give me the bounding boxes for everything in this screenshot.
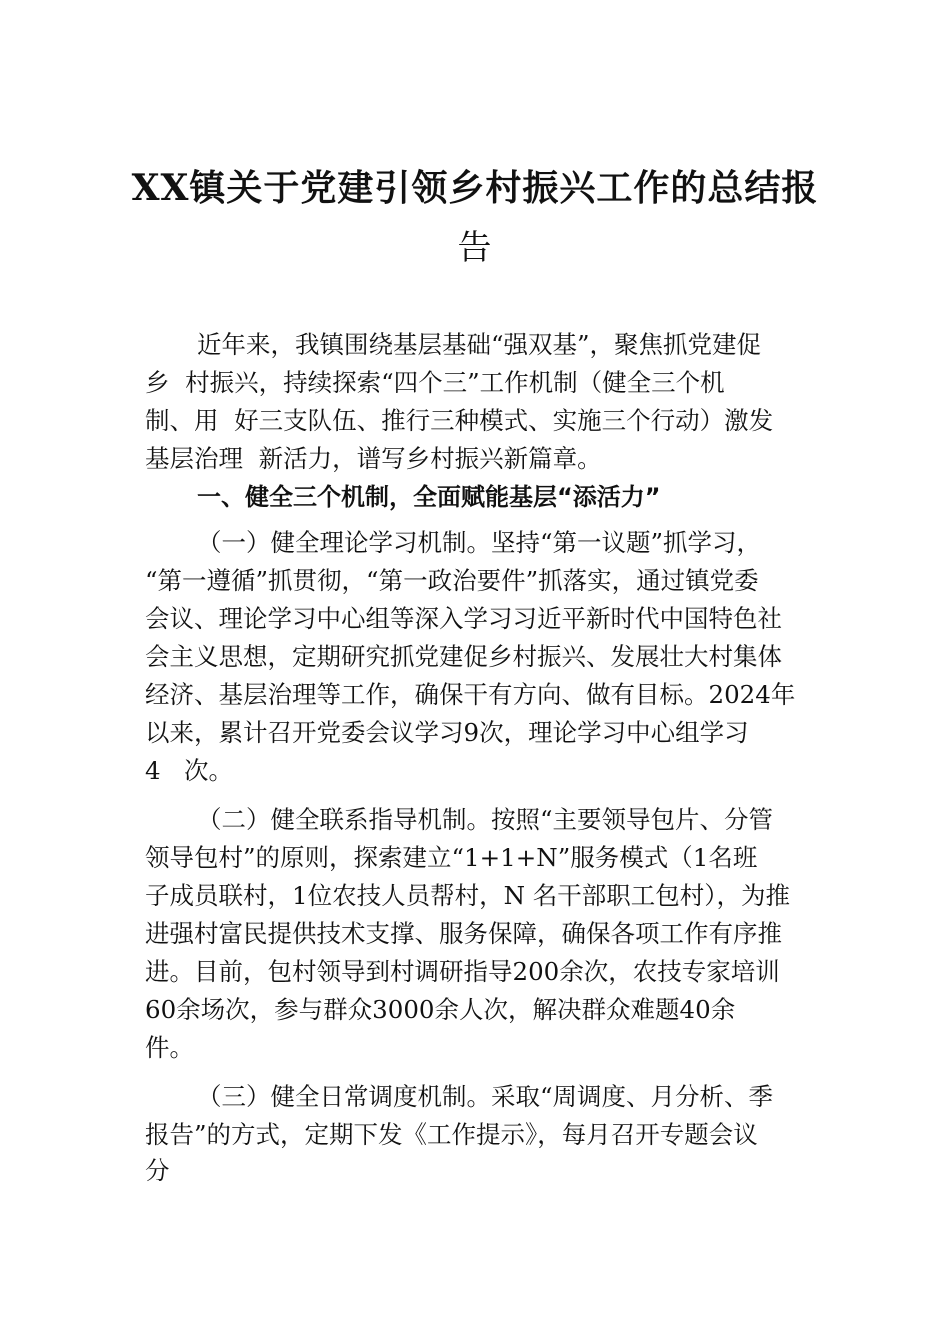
paragraph-3-line: 报告”的方式，定期下发《工作提示》，每月召开专题会议 xyxy=(145,1120,758,1149)
section-heading-1: 一、健全三个机制，全面赋能基层“添活力” xyxy=(197,483,661,511)
paragraph-1-line: “第一遵循”抓贯彻，“第一政治要件”抓落实，通过镇党委 xyxy=(145,566,759,595)
paragraph-1-line: 会主义思想，定期研究抓党建促乡村振兴、发展壮大村集体 xyxy=(145,642,782,671)
paragraph-1-line: 4 次。 xyxy=(145,756,233,785)
paragraph-3-line: （三）健全日常调度机制。采取“周调度、月分析、季 xyxy=(197,1082,774,1111)
paragraph-2-line: 进强村富民提供技术支撑、服务保障，确保各项工作有序推 xyxy=(145,919,782,948)
paragraph-2-line: 领导包村”的原则，探索建立“1+1+N”服务模式（1名班 xyxy=(145,843,758,872)
intro-line: 基层治理 新活力，谱写乡村振兴新篇章。 xyxy=(145,444,602,473)
intro-line: 近年来，我镇围绕基层基础“强双基”，聚焦抓党建促 xyxy=(197,330,762,359)
paragraph-1-line: 经济、基层治理等工作，确保干有方向、做有目标。2024年 xyxy=(145,680,796,709)
document-title-line-2: 告 xyxy=(457,228,493,268)
intro-line: 乡 村振兴，持续探索“四个三”工作机制（健全三个机 xyxy=(145,368,725,397)
document-title-line-1: XX镇关于党建引领乡村振兴工作的总结报 xyxy=(131,167,819,209)
paragraph-2-line: 进。目前，包村领导到村调研指导200余次，农技专家培训 xyxy=(145,957,780,986)
paragraph-1-line: （一）健全理论学习机制。坚持“第一议题”抓学习， xyxy=(197,528,762,557)
paragraph-2-line: （二）健全联系指导机制。按照“主要领导包片、分管 xyxy=(197,805,774,834)
paragraph-1-line: 会议、理论学习中心组等深入学习习近平新时代中国特色社 xyxy=(145,604,782,633)
paragraph-3-line: 分 xyxy=(145,1156,170,1185)
paragraph-1-line: 以来，累计召开党委会议学习9次，理论学习中心组学习 xyxy=(145,718,749,747)
paragraph-2-line: 子成员联村，1位农技人员帮村，N 名干部职工包村），为推 xyxy=(145,881,791,910)
paragraph-2-line: 件。 xyxy=(145,1033,194,1062)
intro-line: 制、用 好三支队伍、推行三种模式、实施三个行动）激发 xyxy=(145,406,774,435)
paragraph-2-line: 60余场次，参与群众3000余人次，解决群众难题40余 xyxy=(145,995,736,1024)
